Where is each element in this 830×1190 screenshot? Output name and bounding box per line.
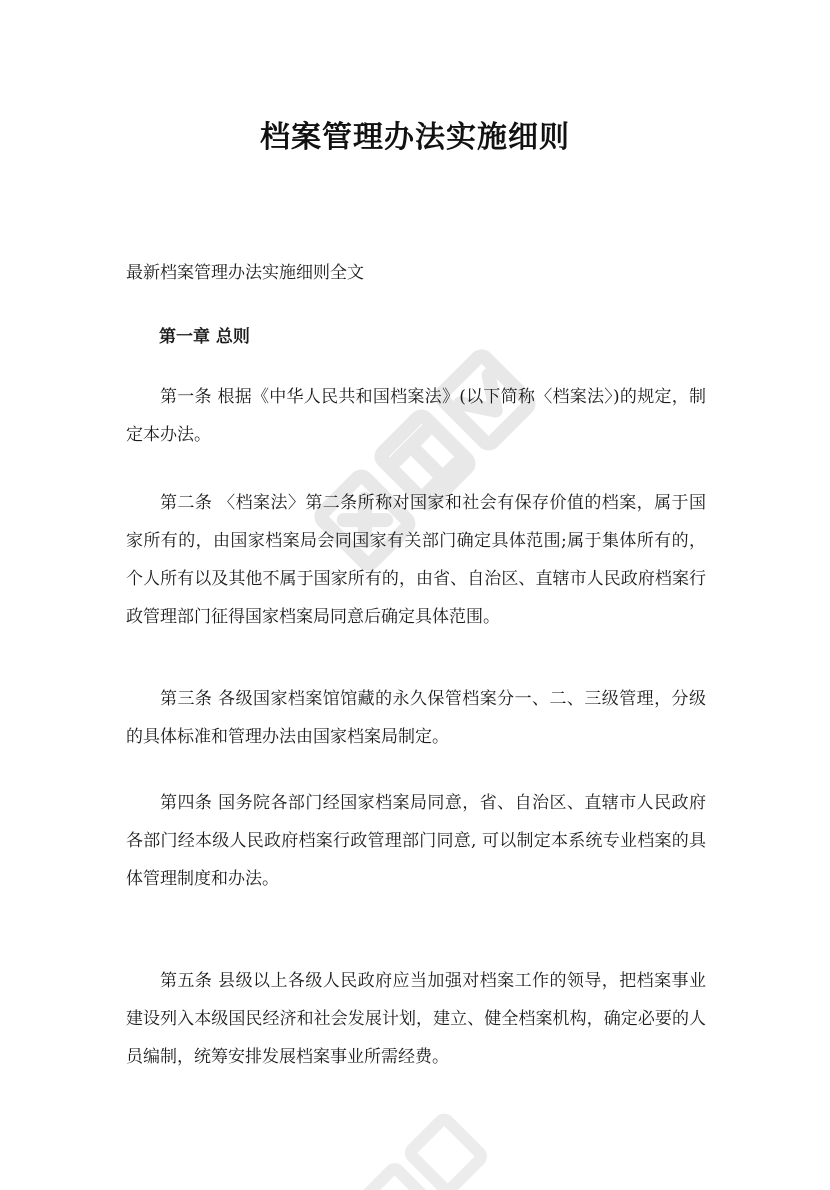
article-1: 第一条 根据《中华人民共和国档案法》(以下简称〈档案法〉)的规定，制定本办法。 [126, 387, 706, 445]
article-5: 第五条 县级以上各级人民政府应当加强对档案工作的领导，把档案事业建设列入本级国民经济和社会发展计划，建立、健全档案机构，确定必要的人员编制，统筹安排发展档案事业所需经费。 [126, 971, 706, 1067]
chapter-heading: 第一章 总则 [159, 327, 250, 347]
article-2: 第二条 〈档案法〉第二条所称对国家和社会有保存价值的档案，属于国家所有的，由国家档案局会同国家有关部门确定具体范围;属于集体所有的，个人所有以及其他不属于国家所有的，由省、自治区、直辖市人民政府档案行政管理部门征得国家档案局同意后确定具体范围。 [126, 493, 706, 627]
document-title: 档案管理办法实施细则 [260, 120, 570, 155]
article-3: 第三条 各级国家档案馆馆藏的永久保管档案分一、二、三级管理，分级的具体标准和管理办法由国家档案局制定。 [126, 689, 706, 747]
article-4: 第四条 国务院各部门经国家档案局同意，省、自治区、直辖市人民政府各部门经本级人民政府档案行政管理部门同意, 可以制定本系统专业档案的具体管理制度和办法。 [126, 793, 706, 889]
document-subtitle: 最新档案管理办法实施细则全文 [126, 263, 364, 283]
